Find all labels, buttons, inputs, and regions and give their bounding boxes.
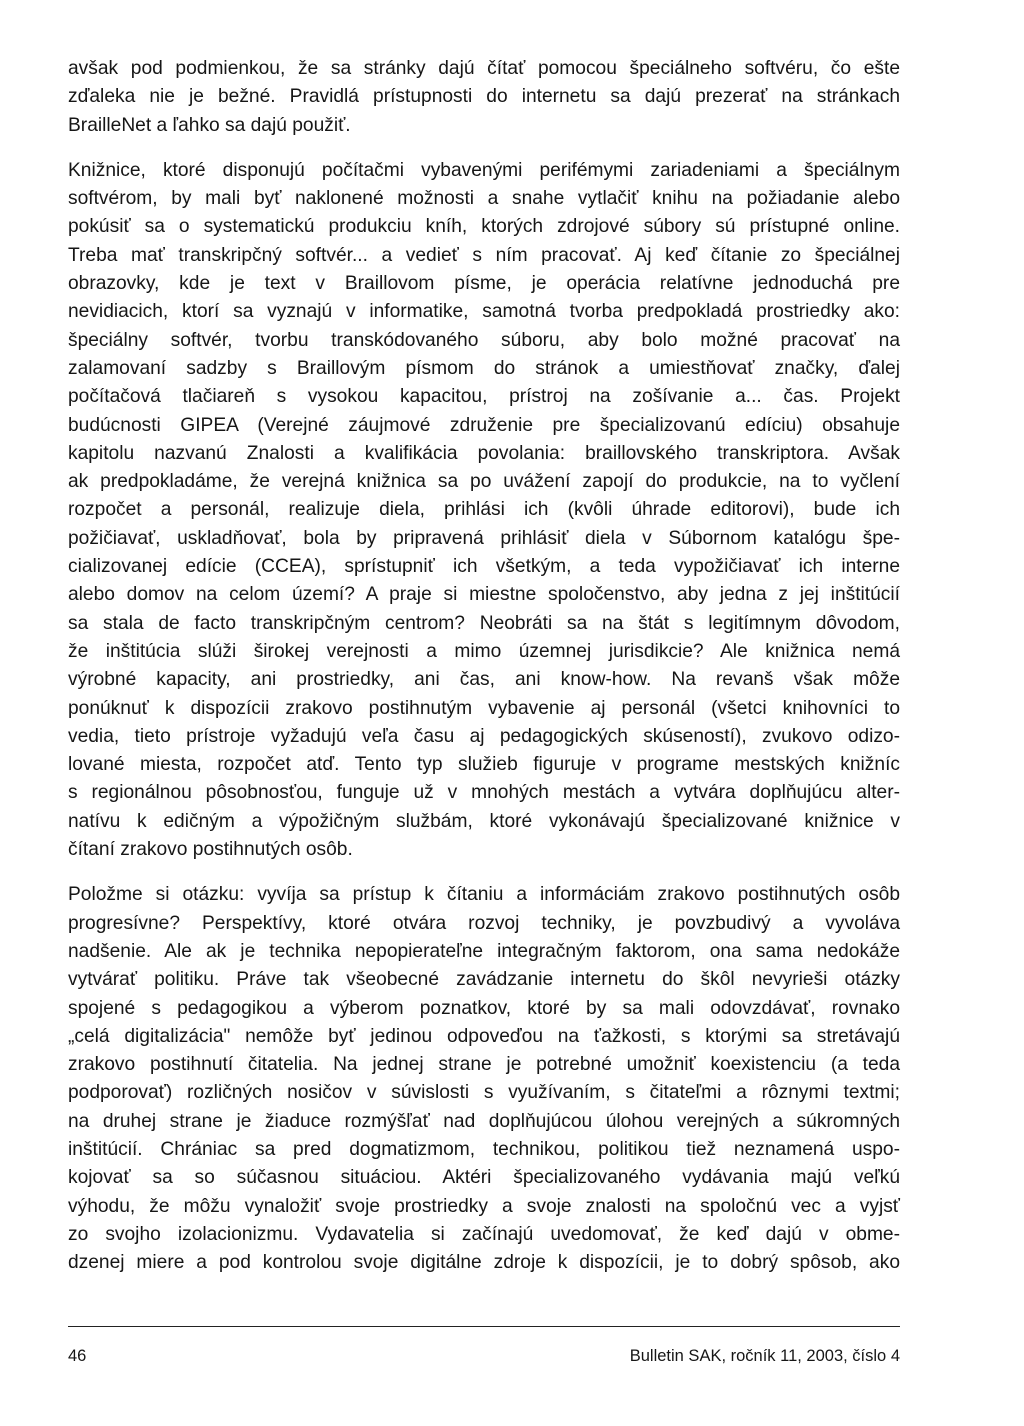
text-line: zalamovaní sadzby s Braillovým písmom do stránok a umiestňovať značky, ďalej: [68, 357, 900, 379]
text-line: obrazovky, kde je text v Braillovom písme, je operácia relatívne jednoduchá pre: [68, 273, 900, 295]
text-line: výrobné kapacity, ani prostriedky, ani čas, ani know-how. Na revanš však môže: [68, 669, 900, 691]
text-line: požičiavať, uskladňovať, bola by pripravená prihlásiť diela v Súbornom katalógu špe-: [68, 527, 900, 549]
text-line: alebo domov na celom území? A praje si miestne spoločenstvo, aby jedna z jej inštitúcií: [68, 584, 900, 606]
text-line: natívu k edičným a výpožičným službám, ktoré vykonávajú špecializované knižnice v: [68, 810, 900, 832]
text-line: Knižnice, ktoré disponujú počítačmi vybavenými perifémymi zariadeniami a špeciálnym: [68, 159, 900, 181]
text-line: BrailleNet a ľahko sa dajú použiť.: [68, 114, 351, 136]
text-line: avšak pod podmienkou, že sa stránky dajú čítať pomocou špeciálneho softvéru, čo ešte: [68, 58, 900, 79]
text-line: počítačová tlačiareň s vysokou kapacitou, prístroj na zošívanie a... čas. Projekt: [68, 386, 900, 408]
text-line: inštitúcií. Chrániac sa pred dogmatizmom, technikou, politikou tiež neznamená uspo-: [68, 1138, 900, 1160]
text-line: Položme si otázku: vyvíja sa prístup k čítaniu a informáciám zrakovo postihnutých osôb: [68, 884, 900, 906]
text-line: lované miesta, rozpočet atď. Tento typ služieb figuruje v programe mestských knižníc: [68, 754, 900, 776]
text-line: s regionálnou pôsobnosťou, funguje už v mnohých mestách a vytvára doplňujúcu alter-: [68, 782, 900, 804]
text-line: zďaleka nie je bežné. Pravidlá prístupnosti do internetu sa dajú prezerať na stránkach: [68, 86, 900, 108]
paragraph: [68, 55, 900, 140]
text-line: sa stala de facto transkripčným centrom? Neobráti sa na štát s legitímnym dôvodom,: [68, 612, 900, 634]
text-line: na druhej strane je žiaduce rozmýšľať nad doplňujúcou úlohou verejných a súkromných: [68, 1110, 900, 1132]
text-line: ponúknuť k dispozícii zrakovo postihnutým vybavenie aj personál (všetci knihovníci to: [68, 697, 900, 719]
text-line: nadšenie. Ale ak je technika nepopierateľne integračným faktorom, ona sama nedokáže: [68, 940, 900, 962]
text-line: progresívne? Perspektívy, ktoré otvára rozvoj techniky, je povzbudivý a vyvoláva: [68, 912, 900, 934]
text-line: podporovať) rozličných nosičov v súvislosti s využívaním, s čitateľmi a rôznymi textmi;: [68, 1082, 900, 1104]
text-line: výhodu, že môžu vynaložiť svoje prostriedky a svoje znalosti na spoločnú vec a vyjsť: [68, 1195, 900, 1217]
text-line: čítaní zrakovo postihnutých osôb.: [68, 839, 353, 861]
text-line: zrakovo postihnutí čitatelia. Na jednej strane je potrebné umožniť koexistenciu (a teda: [68, 1054, 900, 1076]
text-line: kojovať sa so súčasnou situáciou. Aktéri špecializovaného vydávania majú veľkú: [68, 1167, 900, 1189]
paragraph: [68, 157, 900, 864]
footer-divider: [68, 1326, 900, 1327]
paragraph: [68, 881, 900, 1277]
text-line: dzenej miere a pod kontrolou svoje digitálne zdroje k dispozícii, je to dobrý spôsob, ako: [68, 1252, 900, 1274]
text-line: vytvárať politiku. Práve tak všeobecné zavádzanie internetu do škôl nevyrieši otázky: [68, 969, 900, 991]
text-line: kapitolu nazvanú Znalosti a kvalifikácia povolania: braillovského transkriptora. Avšak: [68, 442, 900, 464]
text-line: cializovanej edície (CCEA), sprístupniť ich všetkým, a teda vypožičiavať ich interne: [68, 556, 900, 578]
page-number: 46: [68, 1347, 87, 1365]
publication-info: Bulletin SAK, ročník 11, 2003, číslo 4: [629, 1347, 900, 1365]
text-line: špeciálny softvér, tvorbu transkódovaného súboru, aby bolo možné pracovať na: [68, 329, 900, 351]
page-footer: [68, 1345, 900, 1367]
text-line: ak predpokladáme, že verejná knižnica sa po uvážení zapojí do produkcie, na to vyčlení: [68, 471, 900, 493]
text-line: že inštitúcia slúži širokej verejnosti a mimo územnej jurisdikcie? Ale knižnica nemá: [68, 640, 900, 662]
text-line: vedia, tieto prístroje vyžadujú veľa času aj pedagogických skúseností), zvukovo odizo-: [68, 725, 900, 747]
text-line: rozpočet a personál, realizuje diela, prihlási ich (kvôli úhrade editorovi), bude ich: [68, 499, 900, 521]
text-line: budúcnosti GIPEA (Verejné záujmové združenie pre špecializovanú edíciu) obsahuje: [68, 414, 900, 436]
text-line: softvérom, by mali byť naklonené možnosti a snahe vytlačiť knihu na požiadanie alebo: [68, 188, 900, 210]
text-line: Treba mať transkripčný softvér... a vedieť s ním pracovať. Aj keď čítanie zo špeciálnej: [68, 244, 900, 266]
text-line: spojené s pedagogikou a výberom poznatkov, ktoré by sa mali odovzdávať, rovnako: [68, 997, 900, 1019]
text-line: „celá digitalizácia" nemôže byť jedinou odpoveďou na ťažkosti, s ktorými sa stretávajú: [68, 1025, 900, 1047]
text-line: zo svojho izolacionizmu. Vydavatelia si začínajú uvedomovať, že keď dajú v obme-: [68, 1223, 900, 1245]
document-body: [68, 55, 900, 1277]
text-line: nevidiacich, ktorí sa vyznajú v informatike, samotná tvorba predpokladá prostriedky ako:: [68, 301, 900, 323]
text-line: pokúsiť sa o systematickú produkciu kníh, ktorých zdrojové súbory sú prístupné online.: [68, 216, 900, 238]
